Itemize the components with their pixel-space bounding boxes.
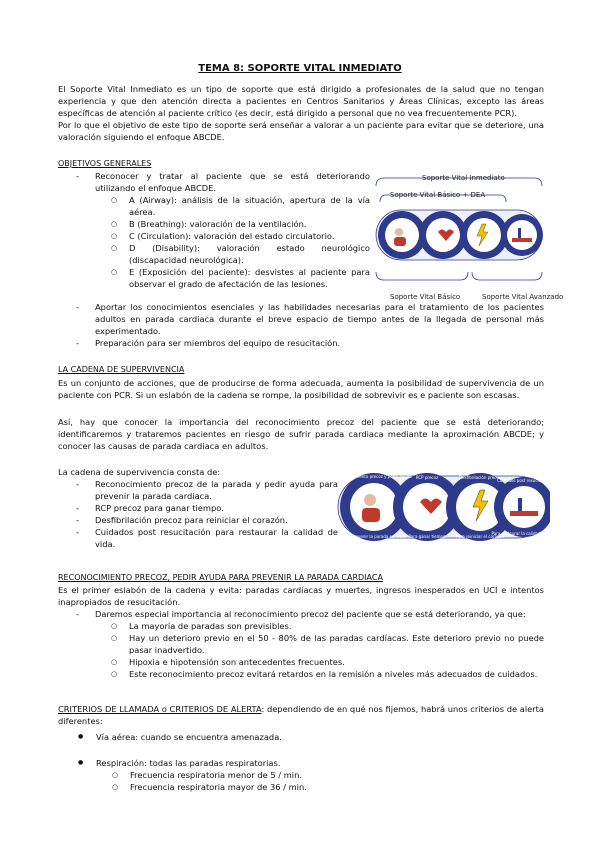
- objetivos-list-top: [58, 170, 370, 290]
- page-title: TEMA 8: SOPORTE VITAL INMEDIATO: [198, 63, 402, 74]
- list-item: - Preparación para ser miembros del equipo de resucitación.: [58, 337, 544, 349]
- list-item: [58, 608, 544, 680]
- sub-item: ○ Frecuencia respiratoria mayor de 36 / min.: [96, 781, 544, 793]
- cadena-consta: [58, 466, 338, 550]
- cadena-intro: [58, 377, 544, 401]
- criterios-heading: CRITERIOS DE LLAMADA o CRITERIOS DE ALERTA: [58, 704, 262, 714]
- abcde-item: ○ D (Disability): valoración estado neurológico (discapacidad neurológica).: [95, 242, 370, 266]
- criterio-via-aerea: ● Vía aérea: cuando se encuentra amenazada.: [58, 731, 544, 743]
- sub-item: ○ Frecuencia respiratoria menor de 5 / min.: [96, 769, 544, 781]
- sub-item: ○ Hay un deterioro previo en el 50 - 80% de las paradas cardíacas. Este deterioro previo no puede pasar inadvertido.: [95, 632, 544, 656]
- list-item: - Aportar los conocimientos esenciales y las habilidades necesarias para el tratamiento de los pacientes adultos en parada cardiaca durante el breve espacio de tiempo antes de la llegada de personal más experimentado.: [58, 301, 544, 337]
- abcde-item: ○ A (Airway): análisis de la situación, apertura de la vía aérea.: [95, 194, 370, 218]
- list-item: - Cuidados post resucitación para restaurar la calidad de vida.: [58, 526, 338, 550]
- abcde-item: ○ C (Circulation): valoración del estado circulatorio.: [95, 230, 370, 242]
- link-reconocimiento-sub: Para prevenir la parada cardiaca: [341, 534, 407, 539]
- label-soporte-inmediato: Soporte Vital Inmediato: [422, 174, 505, 182]
- list-item: - RCP precoz para ganar tiempo.: [58, 502, 338, 514]
- list-item: - Reconocimiento precoz de la parada y pedir ayuda para prevenir la parada cardiaca.: [58, 478, 338, 502]
- cadena-paragraph: Así, hay que conocer la importancia del reconocimiento precoz del paciente que se está deteriorando; identificaremos y trataremos pacientes en riesgo de sufrir parada cardiaca mediante la aproximación ABCDE; y conocer las causas de parada cardiaca en adultos.: [58, 417, 544, 451]
- objetivos-heading: OBJETIVOS GENERALES: [58, 159, 152, 168]
- link-cuidados-label: Cuidados post resucitación: [497, 478, 550, 483]
- link-desfibrilacion-label: Desfibrilación precoz: [459, 475, 501, 480]
- list-item: [58, 170, 370, 290]
- cadena-diagram: [336, 458, 550, 558]
- label-soporte-basico-dea: Soporte Vital Básico + DEA: [390, 191, 486, 199]
- link-desfibrilacion-sub: Para reiniciar el corazón: [455, 534, 505, 539]
- sub-item: ○ Este reconocimiento precoz evitará retardos en la remisión a niveles más adecuados de cuidados.: [95, 668, 544, 680]
- list-item-text: Reconocer y tratar al paciente que se está deteriorando utilizando el enfoque ABCDE.: [95, 171, 370, 193]
- criterios-paragraph: [58, 703, 544, 727]
- reconocimiento-paragraph: Es el primer eslabón de la cadena y evita: paradas cardíacas y muertes, ingresos inesperados en UCI e intentos inapropiados de resucitación.: [58, 585, 544, 607]
- label-soporte-basico: Soporte Vital Básico: [390, 293, 461, 301]
- cadena-paragraph: Es un conjunto de acciones, que de producirse de forma adecuada, aumenta la posibilidad de supervivencia de un paciente con PCR. Si un eslabón de la cadena se rompe, la posibilidad de sobrevivir es e paciente son escasas.: [58, 378, 544, 400]
- sub-item: ○ Hipoxia e hipotensión son antecedentes frecuentes.: [95, 656, 544, 668]
- link-cuidados-sub: Para restaurar la calidad de vida: [491, 531, 550, 536]
- intro-section: [58, 83, 544, 143]
- cadena-importancia: [58, 416, 544, 452]
- label-soporte-avanzado: Soporte Vital Avanzado: [482, 293, 564, 301]
- link-rcp-sub: Para ganar tiempo: [408, 534, 446, 539]
- list-item-text: Daremos especial importancia al reconocimiento precoz del paciente que se está deteriorando, ya que:: [95, 609, 526, 619]
- abcde-item: ○ B (Breathing): valoración de la ventilación.: [95, 218, 370, 230]
- soporte-vital-figure: [372, 172, 564, 302]
- cadena-heading: LA CADENA DE SUPERVIVENCIA: [58, 365, 185, 374]
- cadena-consta-text: La cadena de supervivencia consta de:: [58, 467, 221, 477]
- link-rcp-label: RCP precoz: [415, 475, 439, 480]
- list-item: - Desfibrilación precoz para reiniciar el corazón.: [58, 514, 338, 526]
- reconocimiento-heading: RECONOCIMIENTO PRECOZ, PEDIR AYUDA PARA PREVENIR LA PARADA CARDIACA: [58, 573, 383, 582]
- abcde-item: ○ E (Exposición del paciente): desvistes al paciente para observar el grado de afectación de las lesiones.: [95, 266, 370, 290]
- intro-objective: Por lo que el objetivo de este tipo de soporte será enseñar a valorar a un paciente para evitar que se deteriore, una valoración siguiendo el enfoque ABCDE.: [58, 120, 544, 142]
- link-reconocimiento-label: Reconocimiento precoz y pedir ayuda: [336, 474, 412, 479]
- criterio-respiracion-text: Respiración: todas las paradas respiratorias.: [96, 758, 281, 768]
- criterio-respiracion: [58, 757, 544, 793]
- criterios-section: [58, 703, 544, 793]
- sub-item: ○ La mayoría de paradas son previsibles.: [95, 620, 544, 632]
- objetivos-list-bottom: [58, 301, 544, 349]
- cadena-figure: [336, 458, 550, 558]
- intro-paragraph: El Soporte Vital Inmediato es un tipo de soporte que está dirigido a profesionales de la salud que no tengan experiencia y que den atención directa a pacientes en Centros Sanitarios y Áreas Clínicas, excepto las áreas específicas de atención al paciente crítico (es decir, está dirigido a personal que no vea frecuentemente PCR).: [58, 84, 544, 118]
- criterios-intro: : dependiendo de en qué nos fijemos, habrá unos criterios de alerta diferentes:: [58, 704, 544, 726]
- reconocimiento-section: [58, 584, 544, 680]
